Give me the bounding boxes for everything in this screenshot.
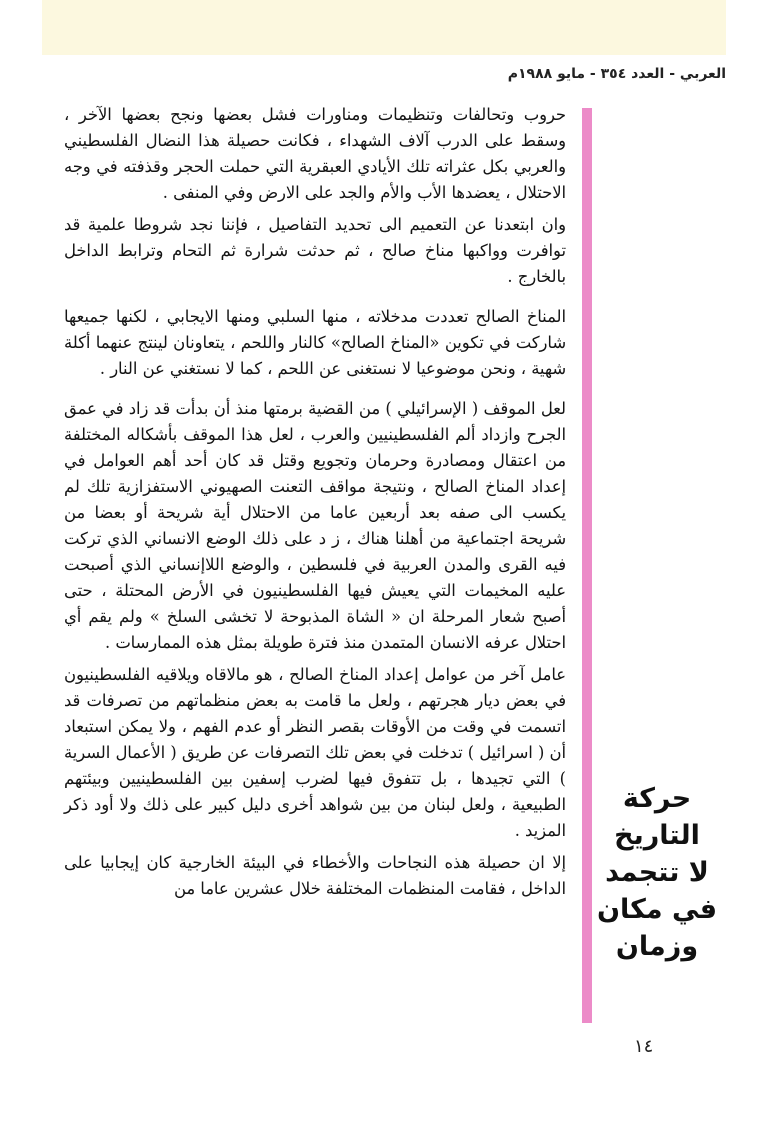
- article-paragraph: عامل آخر من عوامل إعداد المناخ الصالح ، هو مالاقاه ويلاقيه الفلسطينيون في بعض ديار هجرتهم ، ولعل ما قامت به بعض منظماتهم من تصرفات قد اتسمت في وقت من الأوقات بقصر النظر أو عدم الفهم ، ولا يمكن استبعاد أن ( اسرائيل ) تدخلت في بعض تلك التصرفات عن طريق ( الأعمال السرية ) التي تجيدها ، بل تتفوق فيها لضرب إسفين بين الفلسطينيين وبيئتهم الطبيعية ، ولعل لبنان من بين شواهد أخرى دليل كبير على ذلك ولا أود ذكر المزيد .: [64, 665, 566, 840]
- article-paragraph: لعل الموقف ( الإسرائيلي ) من القضية برمتها منذ أن بدأت قد زاد في عمق الجرح وازداد ألم الفلسطينيين والعرب ، لعل هذا الموقف بأشكاله المختلفة من اعتقال ومصادرة وحرمان وتجويع وقتل قد كان أحد أهم العوامل في إعداد المناخ الصالح ، ونتيجة مواقف التعنت الصهيوني الاستفزازية تلك لم يكسب الى صفه بعد أربعين عاما من الاحتلال أية شريحة أو بعضا من شريحة اجتماعية من أهلنا هناك ، ز د على ذلك الوضع الانساني الذي تركت فيه القرى والمدن العربية في فلسطين ، والوضع اللاإنساني الذي أصبحت عليه المخيمات التي يعيش فيها الفلسطينيون في الأرض المحتلة ، حتى أصبح شعار المرحلة ان « الشاة المذبوحة لا تخشى السلخ » ولم يقم أي احتلال عرفه الانسان المتمدن منذ فترة طويلة بمثل هذه الممارسات .: [64, 399, 566, 652]
- sidebar-title-line: لا تتجمد: [605, 857, 709, 888]
- article-paragraph: حروب وتحالفات وتنظيمات ومناورات فشل بعضها ونجح بعضها الآخر ، وسقط على الدرب آلاف الشهداء ، فكانت حصيلة هذا النضال الفلسطيني والعربي بكل عثراته تلك الأيادي العبقرية التي حملت الحجر وقذفته في وجه الاحتلال ، يعضدها الأب والأم والجد على الارض وفي المنفى .: [64, 105, 566, 202]
- page-number: ١٤: [634, 1036, 654, 1057]
- sidebar-title-line: وزمان: [615, 931, 699, 962]
- sidebar-pull-quote: [596, 780, 718, 965]
- column-divider-rule: [582, 108, 592, 1023]
- sidebar-title-line: حركة: [622, 783, 692, 814]
- article-paragraph: وان ابتعدنا عن التعميم الى تحديد التفاصيل ، فإننا نجد شروطا علمية قد توافرت وواكبها مناخ صالح ، ثم حدثت شرارة ثم التحام وترابط الداخل بالخارج .: [64, 215, 566, 286]
- article-paragraph: إلا ان حصيلة هذه النجاحات والأخطاء في البيئة الخارجية كان إيجابيا على الداخل ، فقامت المنظمات المختلفة خلال عشرين عاما من: [64, 853, 566, 898]
- article-paragraph: المناخ الصالح تعددت مدخلاته ، منها السلبي ومنها الايجابي ، لكنها جميعها شاركت في تكوين «المناخ الصالح» كالنار واللحم ، يتعاونان لينتج عنهما أكلة شهية ، ونحن موضوعيا لا نستغنى عن اللحم ، كما لا نستغني عن النار .: [64, 307, 566, 378]
- sidebar-title-line: في مكان: [597, 894, 717, 925]
- running-head: العربي - العدد ٣٥٤ - مايو ١٩٨٨م: [507, 66, 726, 82]
- sidebar-title-line: التاريخ: [614, 820, 700, 851]
- article-body: [64, 102, 566, 916]
- page-top-band: [42, 0, 726, 55]
